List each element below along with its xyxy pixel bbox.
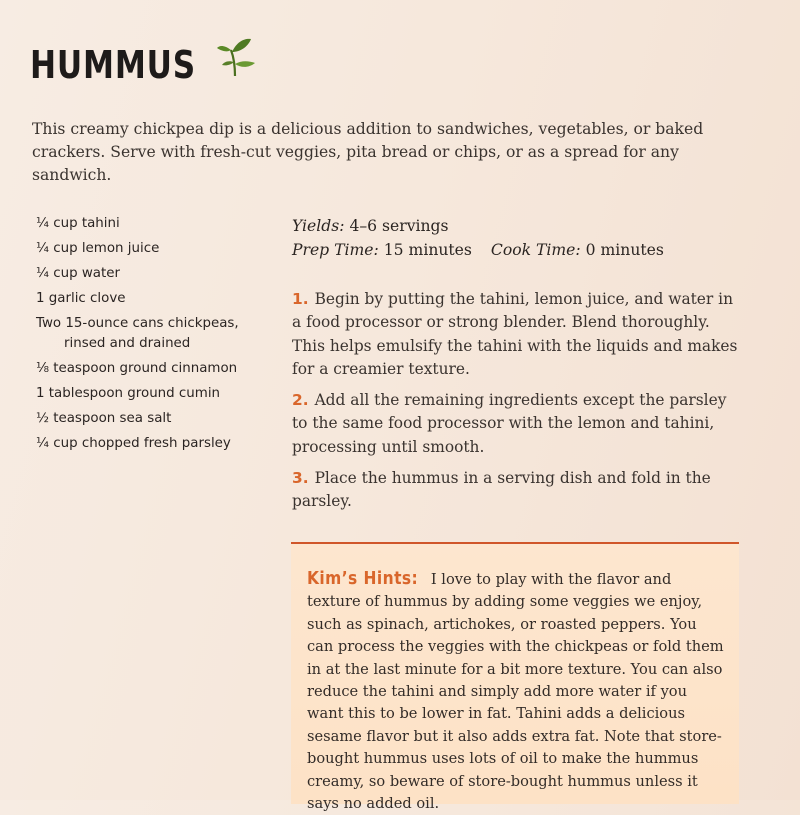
ingredient-item: ¼ cup tahini: [36, 216, 120, 231]
prep-time-label: Prep Time:: [292, 241, 379, 259]
step-item: [292, 389, 740, 459]
cook-time-value: 0 minutes: [585, 241, 664, 259]
ingredient-item: ¼ cup chopped fresh parsley: [36, 436, 231, 451]
recipe-meta: [292, 214, 732, 262]
cook-time-label: Cook Time:: [490, 241, 581, 259]
ingredient-item: ⅛ teaspoon ground cinnamon: [36, 361, 238, 376]
time-line: [292, 238, 732, 262]
ingredient-item: 1 garlic clove: [36, 291, 126, 306]
hints-heading: Kim’s Hints:: [307, 568, 419, 589]
yields-label: Yields:: [292, 217, 345, 235]
step-number: 3.: [292, 469, 309, 488]
prep-time-value: 15 minutes: [383, 241, 472, 259]
yields-line: [292, 214, 732, 238]
step-number: 2.: [292, 391, 309, 410]
step-text: Add all the remaining ingredients except the parsley to the same food processor with the lemon and tahini, processing until smooth.: [292, 391, 727, 456]
recipe-intro: This creamy chickpea dip is a delicious addition to sandwiches, vegetables, or baked crackers. Serve with fresh-cut veggies, pita bread or chips, or as a spread for any sandwich.: [32, 120, 704, 184]
yields-value: 4–6 servings: [349, 217, 449, 235]
hints-box: [291, 542, 739, 813]
step-item: [292, 288, 740, 381]
ingredient-item: ¼ cup water: [36, 266, 120, 281]
step-number: 1.: [292, 290, 309, 308]
sprout-icon: [215, 38, 259, 78]
hints-body: I love to play with the flavor and texture of hummus by adding some veggies we enjoy, such as spinach, artichokes, or roasted peppers. You can process the veggies with the chickpeas or fold them in at the last minute for a bit more texture. You can also reduce the tahini and simply add more water if you want this to be lower in fat. Tahini adds a delicious sesame flavor but it also adds extra fat. Note that store-bought hummus uses lots of oil to make the hummus creamy, so beware of store-bought hummus unless it says no added oil.: [307, 571, 724, 813]
instruction-steps: [292, 288, 740, 522]
ingredient-item: 1 tablespoon ground cumin: [36, 386, 221, 401]
hints-paragraph: [307, 568, 727, 815]
ingredient-item: ½ teaspoon sea salt: [36, 411, 172, 426]
ingredient-item: ¼ cup lemon juice: [36, 241, 160, 256]
title-row: [30, 38, 259, 87]
ingredient-item: Two 15-ounce cans chickpeas, rinsed and drained: [36, 316, 239, 351]
recipe-title: HUMMUS: [30, 43, 197, 87]
step-text: Begin by putting the tahini, lemon juice, and water in a food processor or strong blender. Blend thoroughly. This helps emulsify the tahini with the liquids and makes for a creamier texture.: [292, 290, 738, 378]
step-item: [292, 467, 740, 514]
ingredient-list: [36, 214, 276, 459]
step-text: Place the hummus in a serving dish and fold in the parsley.: [292, 469, 711, 511]
